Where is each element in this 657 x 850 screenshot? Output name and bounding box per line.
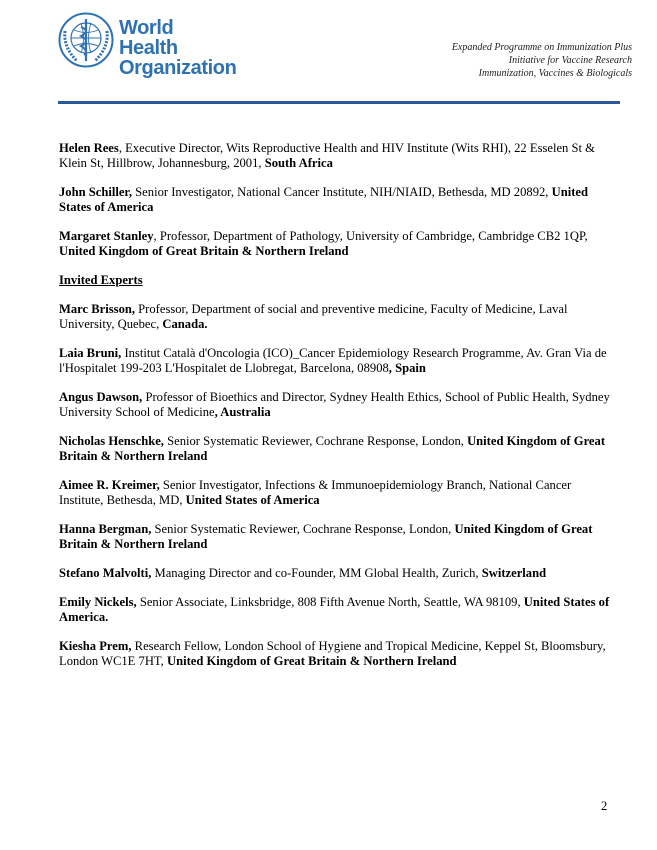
member-list — [59, 141, 615, 683]
expert-entry — [59, 346, 615, 376]
member-entry — [59, 229, 615, 259]
expert-name: Kiesha Prem, — [59, 639, 132, 653]
expert-entry — [59, 566, 615, 581]
member-details: , Executive Director, Wits Reproductive Health and HIV Institute (Wits RHI), 22 Esselen St & Klein St, Hillbrow, Johannesburg, 2001, — [59, 141, 595, 170]
member-name: Helen Rees — [59, 141, 119, 155]
member-entry — [59, 141, 615, 171]
expert-details: Professor, Department of social and preventive medicine, Faculty of Medicine, Laval University, Quebec, — [59, 302, 568, 331]
expert-entry — [59, 390, 615, 420]
member-name: John Schiller, — [59, 185, 133, 199]
expert-details: Institut Català d'Oncologia (ICO)_Cancer Epidemiology Research Programme, Av. Gran Via de l'Hospitalet 199-203 L'Hospitalet de Llobregat, Barcelona, 08908 — [59, 346, 607, 375]
expert-entry — [59, 522, 615, 552]
page-number: 2 — [601, 799, 608, 813]
expert-country: United Kingdom of Great Britain & Northern Ireland — [59, 434, 606, 463]
member-country: United Kingdom of Great Britain & Northern Ireland — [59, 244, 349, 258]
org-name-line-2: Organization — [119, 57, 237, 79]
expert-entry — [59, 639, 615, 669]
program-line-1: Expanded Programme on Immunization Plus — [451, 42, 632, 53]
expert-name: Angus Dawson, — [59, 390, 143, 404]
expert-entry — [59, 302, 615, 332]
expert-country: United States of America — [185, 493, 320, 507]
member-name: Margaret Stanley — [59, 229, 154, 243]
expert-name: Nicholas Henschke, — [59, 434, 164, 448]
program-info — [452, 41, 632, 80]
expert-country: United Kingdom of Great Britain & Northern Ireland — [59, 522, 593, 551]
expert-name: Stefano Malvolti, — [59, 566, 152, 580]
expert-details: Senior Systematic Reviewer, Cochrane Response, London, — [163, 434, 468, 448]
expert-name: Hanna Bergman, — [59, 522, 152, 536]
expert-details: Senior Associate, Linksbridge, 808 Fifth Avenue North, Seattle, WA 98109, — [136, 595, 524, 609]
org-name-line-1: World Health — [119, 17, 178, 59]
invited-experts-heading: Invited Experts — [59, 273, 143, 287]
expert-name: Aimee R. Kreimer, — [59, 478, 160, 492]
program-line-3: Immunization, Vaccines & Biologicals — [478, 68, 632, 79]
expert-details: Managing Director and co-Founder, MM Global Health, Zurich, — [151, 566, 482, 580]
expert-details: Senior Investigator, Infections & Immunoepidemiology Branch, National Cancer Institute, Bethesda, MD, — [59, 478, 572, 507]
expert-name: Laia Bruni, — [59, 346, 122, 360]
program-line-2: Initiative for Vaccine Research — [508, 55, 632, 66]
member-country: United States of America — [59, 185, 588, 214]
expert-name: Emily Nickels, — [59, 595, 137, 609]
expert-entry — [59, 434, 615, 464]
expert-name: Marc Brisson, — [59, 302, 136, 316]
who-logo — [57, 11, 237, 79]
expert-country: United States of America. — [59, 595, 610, 624]
member-country: South Africa — [264, 156, 333, 170]
organization-name — [119, 18, 237, 78]
expert-country: Canada. — [162, 317, 208, 331]
expert-details: Professor of Bioethics and Director, Sydney Health Ethics, School of Public Health, Sydney University School of Medicine — [59, 390, 610, 419]
member-entry — [59, 185, 615, 215]
member-details: Senior Investigator, National Cancer Institute, NIH/NIAID, Bethesda, MD 20892, — [132, 185, 552, 199]
expert-country: , Australia — [214, 405, 271, 419]
expert-country: , Spain — [388, 361, 426, 375]
header-divider — [58, 101, 620, 104]
expert-country: Switzerland — [481, 566, 547, 580]
expert-entry — [59, 478, 615, 508]
expert-details: Senior Systematic Reviewer, Cochrane Response, London, — [151, 522, 455, 536]
member-details: , Professor, Department of Pathology, University of Cambridge, Cambridge CB2 1QP, — [153, 229, 588, 243]
expert-details: Research Fellow, London School of Hygiene and Tropical Medicine, Keppel St, Bloomsbury, London WC1E 7HT, — [59, 639, 606, 668]
who-emblem-icon — [57, 11, 115, 69]
expert-entry — [59, 595, 615, 625]
expert-country: United Kingdom of Great Britain & Northern Ireland — [166, 654, 457, 668]
